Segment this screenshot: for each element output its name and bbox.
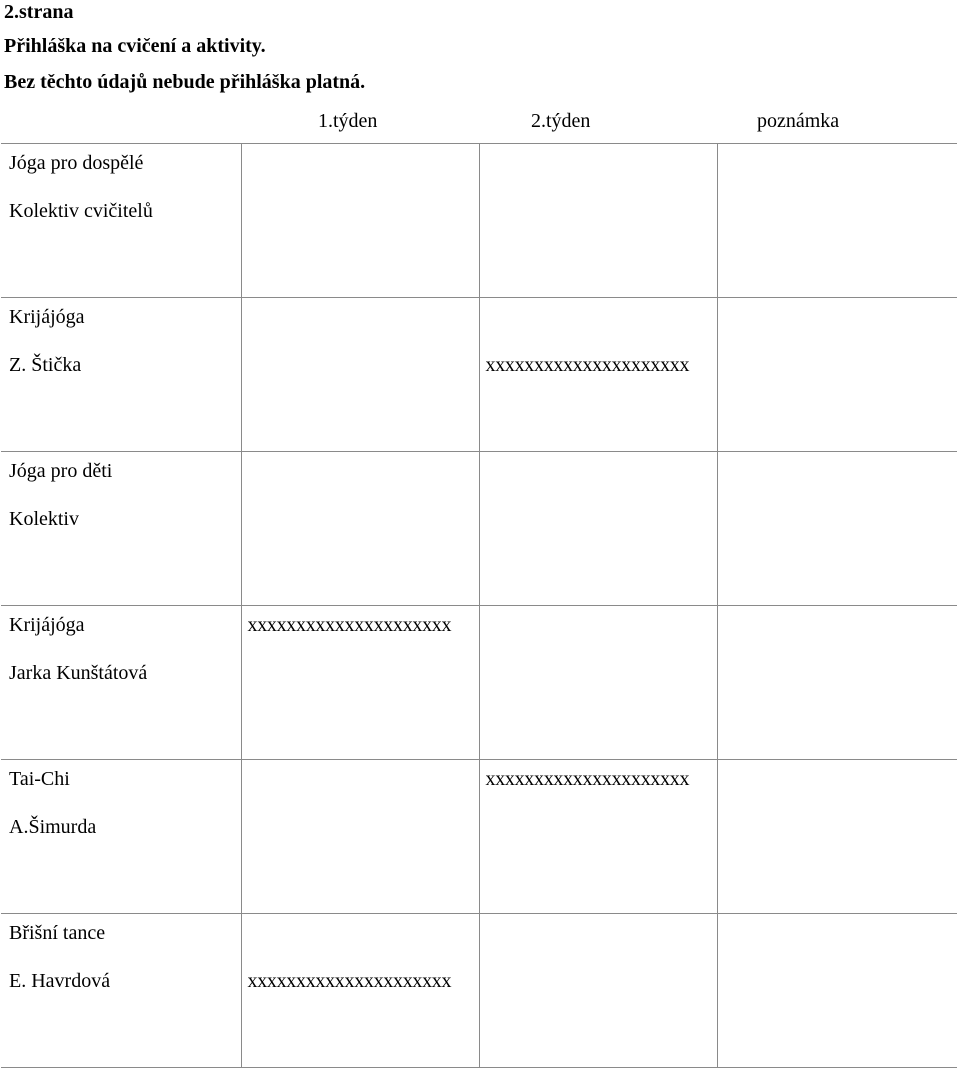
activity-name: Jóga pro děti <box>9 460 113 482</box>
week2-cell[interactable] <box>479 760 717 914</box>
table-row <box>1 606 957 760</box>
validity-note: Bez těchto údajů nebude přihláška platná. <box>4 71 366 93</box>
activity-cell <box>1 914 241 1068</box>
instructor-name: Jarka Kunštátová <box>9 662 148 684</box>
instructor-name: E. Havrdová <box>9 970 111 992</box>
table-row <box>1 452 957 606</box>
activity-name: Krijájóga <box>9 614 85 636</box>
activity-name: Krijájóga <box>9 306 85 328</box>
page-number: 2.strana <box>4 1 74 23</box>
column-header-week2: 2.týden <box>531 110 591 132</box>
note-cell[interactable] <box>717 452 957 606</box>
week2-cell[interactable] <box>479 298 717 452</box>
table-row <box>1 298 957 452</box>
week2-mark: xxxxxxxxxxxxxxxxxxxxx <box>485 768 690 790</box>
activity-name: Tai-Chi <box>9 768 70 790</box>
week1-cell[interactable] <box>241 298 479 452</box>
activity-name: Břišní tance <box>9 922 106 944</box>
activity-cell <box>1 144 241 298</box>
activity-cell <box>1 606 241 760</box>
instructor-name: Z. Štička <box>9 354 82 376</box>
note-cell[interactable] <box>717 760 957 914</box>
activity-name: Jóga pro dospělé <box>9 152 144 174</box>
table-row <box>1 914 957 1068</box>
table-row <box>1 760 957 914</box>
week1-cell[interactable] <box>241 606 479 760</box>
instructor-name: Kolektiv <box>9 508 79 530</box>
activity-cell <box>1 760 241 914</box>
signup-table <box>1 143 957 1068</box>
week1-cell[interactable] <box>241 144 479 298</box>
table-row <box>1 144 957 298</box>
week1-cell[interactable] <box>241 914 479 1068</box>
instructor-name: Kolektiv cvičitelů <box>9 200 153 222</box>
week2-cell[interactable] <box>479 452 717 606</box>
week1-cell[interactable] <box>241 452 479 606</box>
instructor-name: A.Šimurda <box>9 816 97 838</box>
page-title: Přihláška na cvičení a aktivity. <box>4 35 266 57</box>
week1-mark: xxxxxxxxxxxxxxxxxxxxx <box>247 970 452 992</box>
note-cell[interactable] <box>717 144 957 298</box>
note-cell[interactable] <box>717 914 957 1068</box>
column-header-note: poznámka <box>757 110 840 132</box>
week2-cell[interactable] <box>479 606 717 760</box>
activity-cell <box>1 298 241 452</box>
week2-cell[interactable] <box>479 144 717 298</box>
week1-mark: xxxxxxxxxxxxxxxxxxxxx <box>247 614 452 636</box>
note-cell[interactable] <box>717 298 957 452</box>
column-header-week1: 1.týden <box>318 110 378 132</box>
week2-mark: xxxxxxxxxxxxxxxxxxxxx <box>485 354 690 376</box>
activity-cell <box>1 452 241 606</box>
week1-cell[interactable] <box>241 760 479 914</box>
week2-cell[interactable] <box>479 914 717 1068</box>
note-cell[interactable] <box>717 606 957 760</box>
